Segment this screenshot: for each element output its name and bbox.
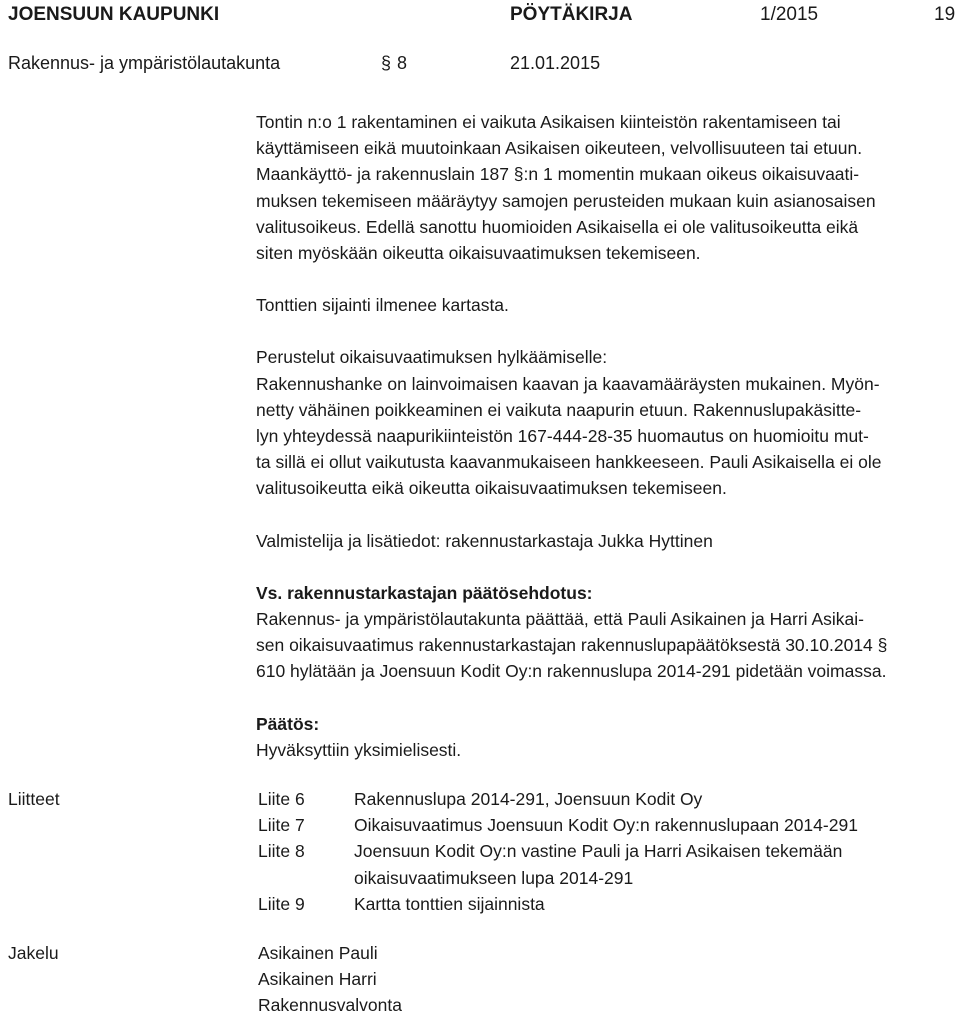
attachment-desc: Kartta tonttien sijainnista (354, 893, 545, 914)
attachments-label: Liitteet (8, 789, 60, 809)
attachment-item (258, 786, 958, 812)
attachment-item (258, 838, 958, 864)
attachment-id: Liite 7 (258, 815, 305, 836)
committee-name: Rakennus- ja ympäristölautakunta (8, 53, 281, 73)
text-line: sen oikaisuvaatimus rakennustarkastajan rakennuslupapäätöksestä 30.10.2014 § (256, 635, 888, 656)
recipient: Asikainen Harri (258, 969, 377, 990)
page-number: 19 (934, 4, 956, 25)
decision-proposal (256, 580, 956, 685)
text-line: valitusoikeus. Edellä sanottu huomioiden Asikaisella ei ole valitusoikeutta eikä (256, 216, 859, 237)
attachment-desc: Oikaisuvaatimus Joensuun Kodit Oy:n rakennuslupaan 2014-291 (354, 815, 858, 836)
rejection-heading: Perustelut oikaisuvaatimuksen hylkäämiselle: (256, 347, 608, 368)
decision-text: Hyväksyttiin yksimielisesti. (256, 739, 462, 760)
attachment-desc: Rakennuslupa 2014-291, Joensuun Kodit Oy (354, 789, 703, 809)
text-line: siten myöskään oikeutta oikaisuvaatimuksen tekemiseen. (256, 243, 701, 264)
text-line: Rakennus- ja ympäristölautakunta päättää, että Pauli Asikainen ja Harri Asikai- (256, 609, 864, 630)
attachment-id: Liite 8 (258, 841, 305, 862)
text-line: 610 hylätään ja Joensuun Kodit Oy:n rakennuslupa 2014-291 pidetään voimassa. (256, 661, 887, 682)
text-line: käyttämiseen eikä muutoinkaan Asikaisen oikeuteen, velvollisuuteen tai etuun. (256, 138, 863, 159)
document-number: 1/2015 (760, 4, 819, 25)
decision (256, 711, 956, 763)
section-mark: § (381, 53, 392, 73)
preparer-info: Valmistelija ja lisätiedot: rakennustarkastaja Jukka Hyttinen (256, 530, 713, 551)
text-line: Tontin n:o 1 rakentaminen ei vaikuta Asikaisen kiinteistön rakentamiseen tai (256, 112, 841, 132)
text-line: lyn yhteydessä naapurikiinteistön 167-444-28-35 huomautus on huomioitu mut- (256, 426, 869, 447)
text-line: valitusoikeutta eikä oikeutta oikaisuvaatimuksen tekemiseen. (256, 478, 727, 499)
attachments-list (258, 786, 958, 917)
distribution-label: Jakelu (8, 943, 59, 963)
document-type: PÖYTÄKIRJA (510, 4, 633, 25)
attachment-item (258, 865, 958, 891)
attachment-desc: Joensuun Kodit Oy:n vastine Pauli ja Harri Asikaisen tekemään (354, 841, 843, 862)
text-line: Maankäyttö- ja rakennuslain 187 §:n 1 momentin mukaan oikeus oikaisuvaati- (256, 164, 860, 185)
attachment-desc: oikaisuvaatimukseen lupa 2014-291 (354, 867, 634, 888)
attachment-id: Liite 6 (258, 789, 305, 809)
recipient: Asikainen Pauli (258, 943, 378, 963)
text-line: netty vähäinen poikkeaminen ei vaikuta naapurin etuun. Rakennuslupakäsitte- (256, 399, 862, 420)
distribution-list (258, 940, 402, 1019)
recipient: Rakennusvalvonta (258, 995, 402, 1016)
attachment-id: Liite 9 (258, 893, 305, 914)
proposal-heading: Vs. rakennustarkastajan päätösehdotus: (256, 582, 593, 603)
text-line: muksen tekemiseen määräytyy samojen perusteiden mukaan kuin asianosaisen (256, 190, 876, 211)
meeting-date: 21.01.2015 (510, 53, 601, 73)
text-line: ta sillä ei ollut vaikutusta kaavanmukaiseen hankkeeseen. Pauli Asikaisella ei ole (256, 452, 882, 473)
main-content (256, 109, 956, 763)
city-name: JOENSUUN KAUPUNKI (8, 4, 220, 25)
paragraph-rejection-reasons (256, 344, 956, 501)
attachment-item (258, 812, 958, 838)
text-line: Rakennushanke on lainvoimaisen kaavan ja kaavamääräysten mukainen. Myön- (256, 373, 880, 394)
section-number: 8 (397, 53, 408, 73)
decision-heading: Päätös: (256, 713, 320, 734)
attachment-item (258, 891, 958, 917)
paragraph-map-reference: Tonttien sijainti ilmenee kartasta. (256, 295, 509, 316)
paragraph-plot-rights (256, 109, 956, 266)
